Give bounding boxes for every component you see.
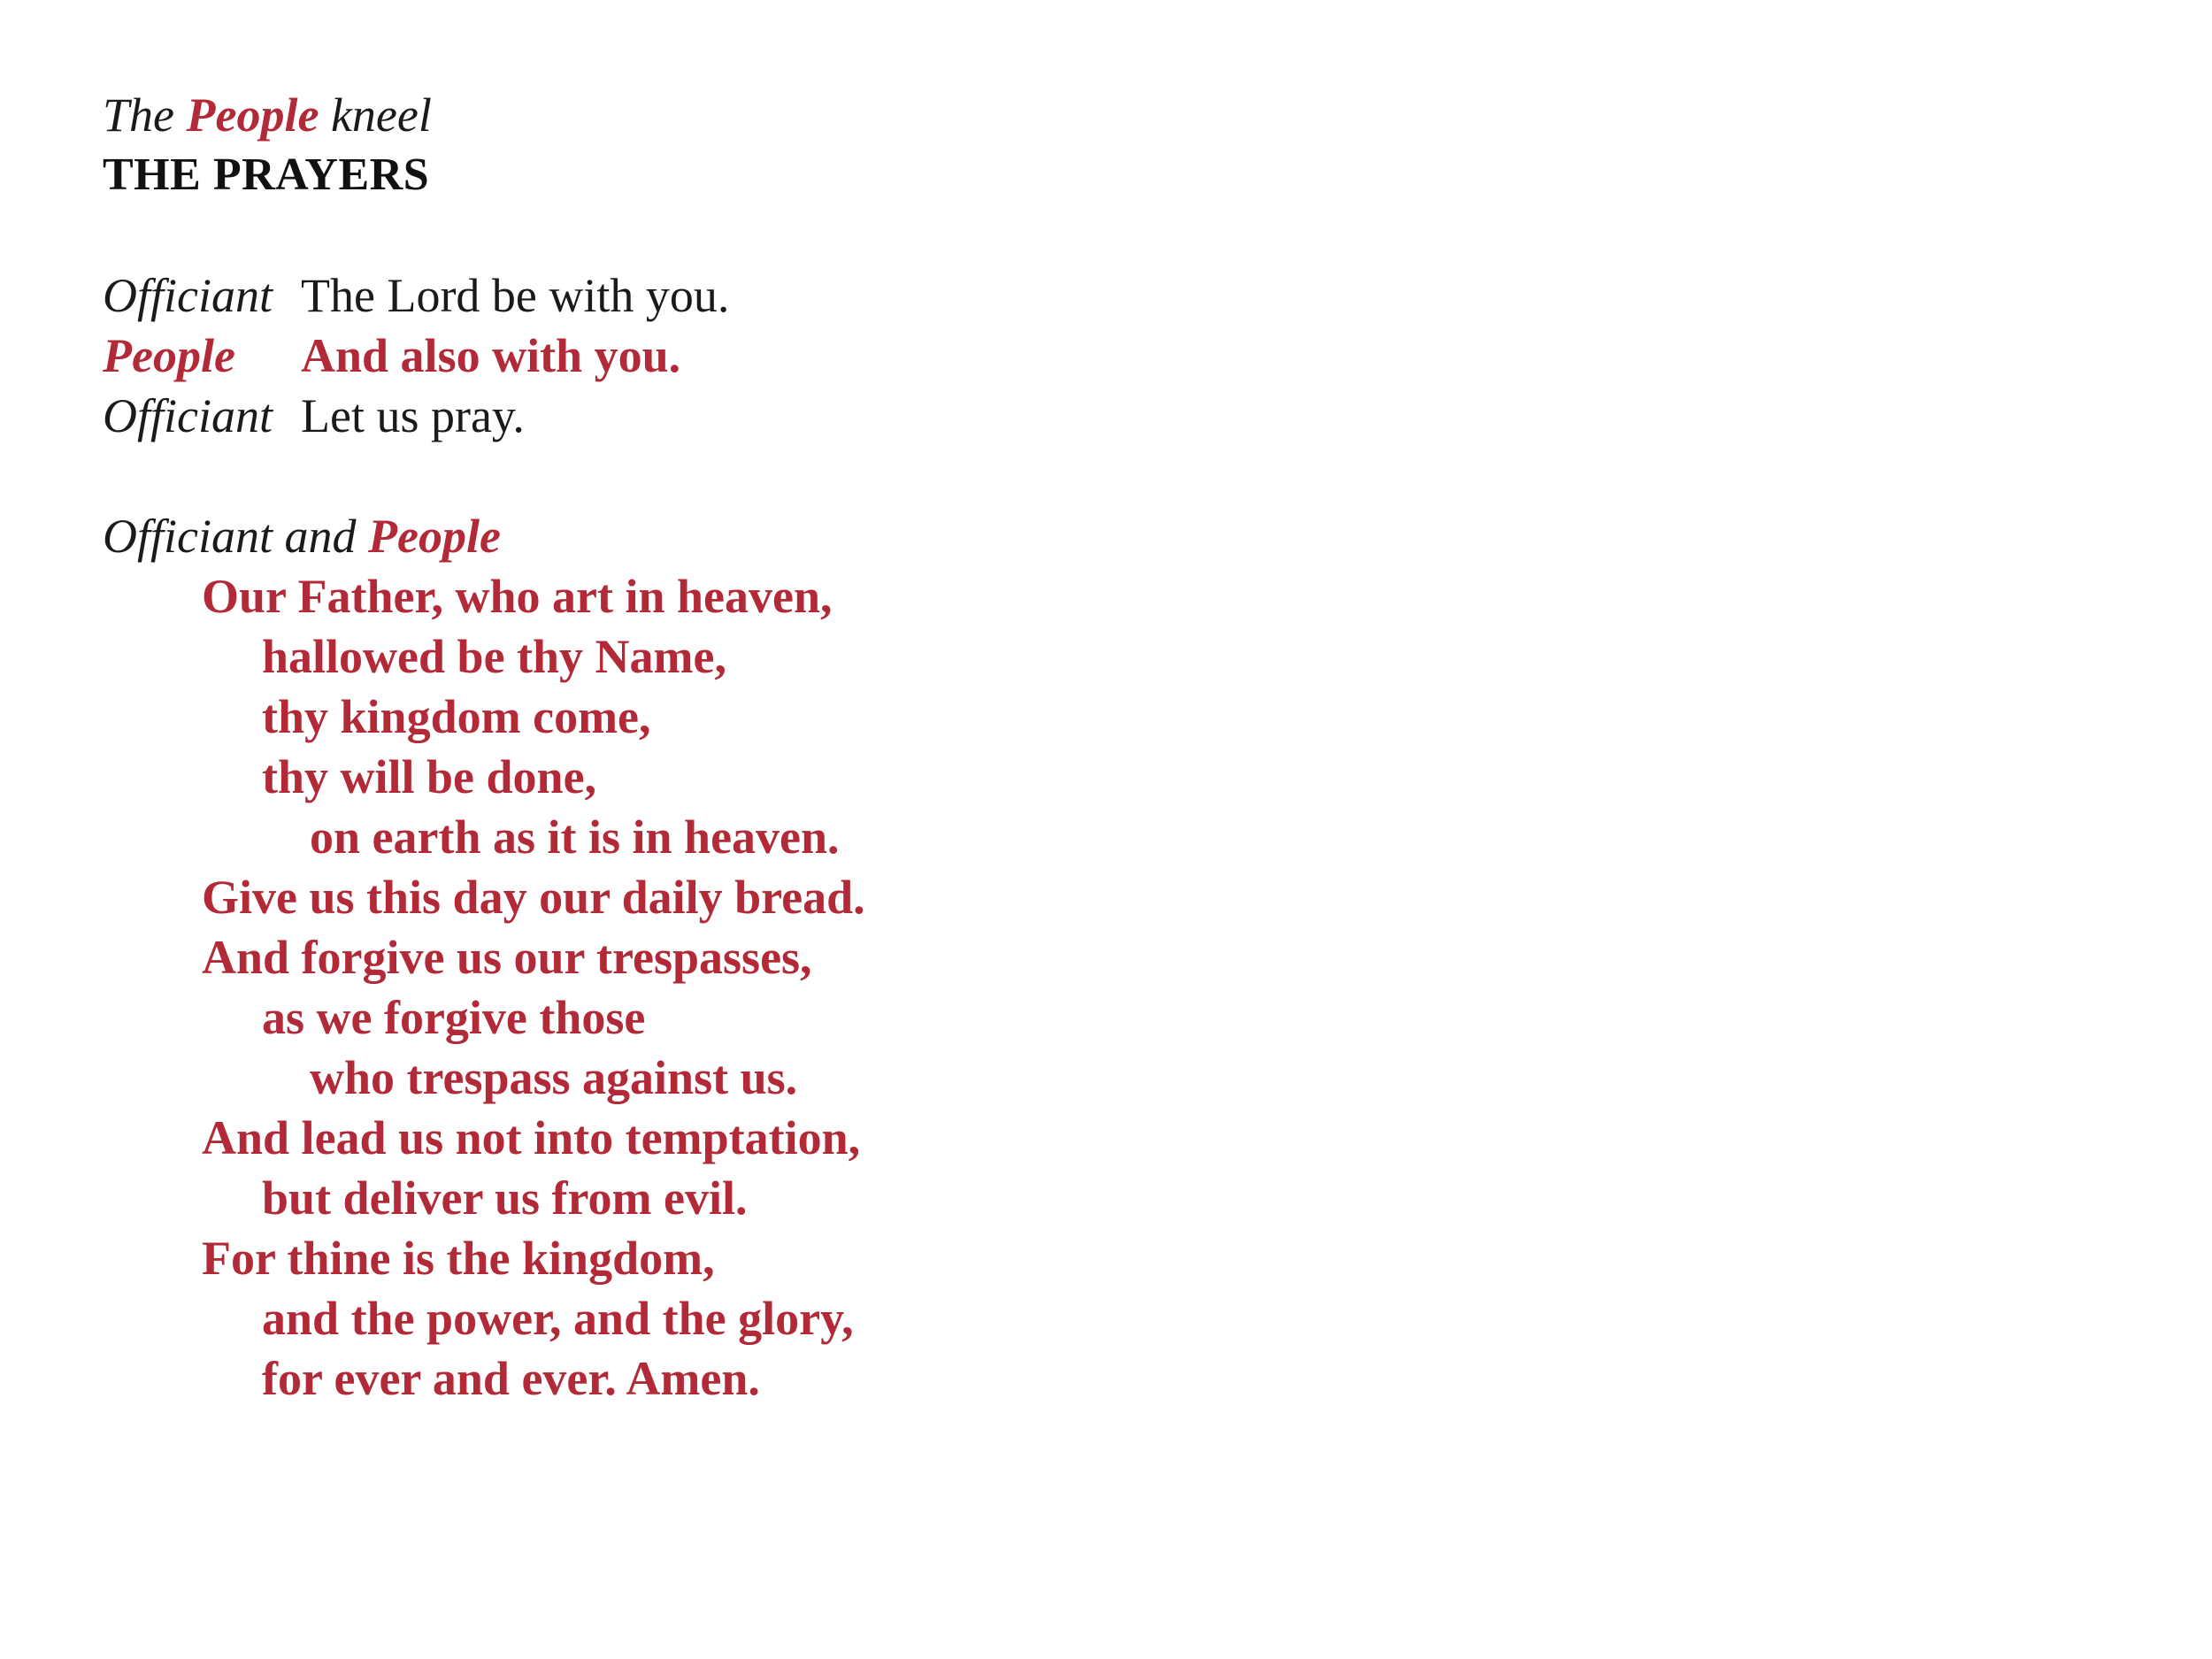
speaker-officiant: Officiant: [103, 269, 273, 322]
versicle-2: [103, 386, 1253, 446]
response-1: [103, 326, 1253, 386]
prayer-intro: [103, 506, 1253, 566]
prayer-line: hallowed be thy Name,: [262, 630, 726, 683]
speaker-people: People: [103, 329, 235, 382]
section-heading: THE PRAYERS: [103, 150, 430, 200]
response-text: And also with you.: [301, 329, 681, 382]
rubric-people: People: [186, 88, 319, 142]
rubric-people-kneel: [103, 85, 1253, 145]
prayer-line: Give us this day our daily bread.: [202, 871, 865, 924]
prayer-line: on earth as it is in heaven.: [310, 810, 840, 864]
spacer: [103, 446, 1253, 506]
rubric-pre: The: [103, 88, 174, 142]
prayer-line: And lead us not into temptation,: [202, 1111, 861, 1164]
versicle-text: The Lord be with you.: [301, 269, 730, 322]
versicle-1: [103, 265, 1253, 326]
prayer-intro-people: People: [367, 510, 501, 563]
liturgy-page: [103, 85, 1253, 1409]
prayer-line: And forgive us our trespasses,: [202, 931, 812, 984]
prayer-line: for ever and ever. Amen.: [262, 1352, 760, 1405]
rubric-post: kneel: [330, 88, 432, 142]
spacer: [103, 205, 1253, 265]
lords-prayer: [103, 566, 1253, 1409]
prayer-line: For thine is the kingdom,: [202, 1232, 715, 1285]
prayer-intro-officiant: Officiant and: [103, 510, 357, 563]
prayer-line: who trespass against us.: [310, 1051, 798, 1104]
versicle-text: Let us pray.: [301, 389, 525, 442]
prayer-line: Our Father, who art in heaven,: [202, 570, 833, 623]
prayer-line: but deliver us from evil.: [262, 1171, 748, 1225]
speaker-officiant: Officiant: [103, 389, 273, 442]
prayer-line: as we forgive those: [262, 991, 646, 1044]
prayer-line: thy will be done,: [262, 750, 597, 803]
prayer-line: thy kingdom come,: [262, 690, 651, 743]
prayer-line: and the power, and the glory,: [262, 1292, 854, 1345]
